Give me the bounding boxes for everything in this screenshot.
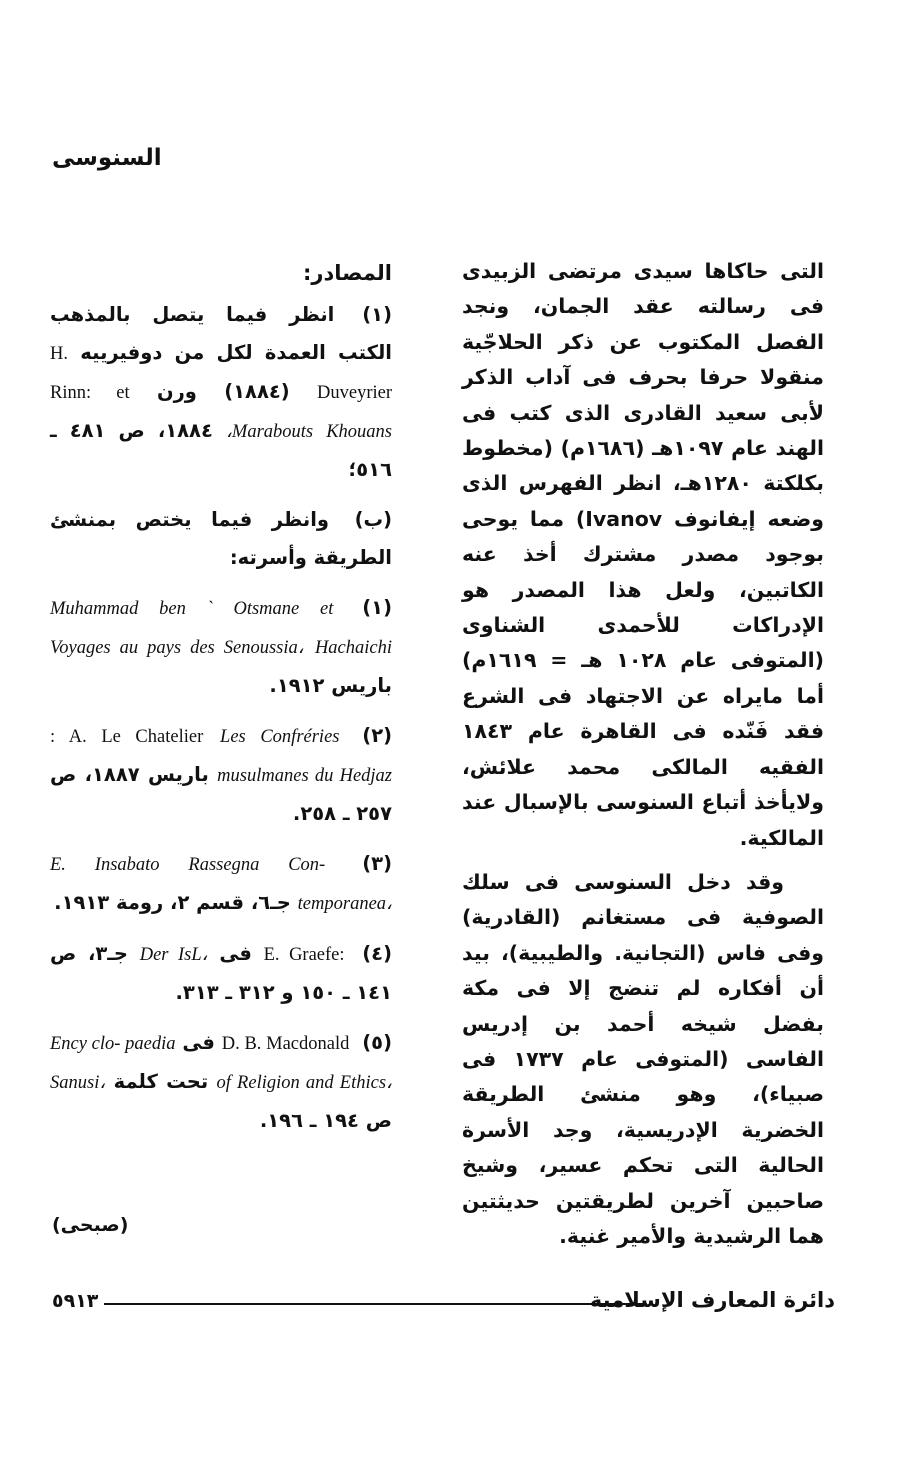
source-text: باريس ١٩١٢. (269, 674, 392, 697)
source-number: (١) (362, 303, 392, 326)
source-title: Les Confréries (220, 727, 340, 747)
source-number: (١) (362, 596, 392, 619)
source-text: وانظر فيما يختص بمنشئ الطريقة وأسرته: (50, 508, 392, 569)
footer-rule (104, 1303, 647, 1305)
source-item-1 (50, 296, 392, 489)
source-number: (ب) (354, 508, 392, 531)
source-text: ص ١٩٤ ـ ١٩٦. (259, 1109, 392, 1132)
source-text: تحت كلمة (113, 1070, 209, 1093)
source-item-b (50, 501, 392, 577)
source-number: (٣) (362, 852, 392, 875)
source-title: Khouans، (225, 422, 392, 442)
source-number: (٥) (362, 1031, 392, 1054)
source-item-b1 (50, 589, 392, 705)
running-head: السنوسى (52, 145, 162, 171)
source-item-b3 (50, 845, 392, 923)
source-text: انظر فيما يتصل بالمذهب الكتب العمدة لكل من دوفيرييه (50, 303, 392, 364)
sources-heading: المصادر: (302, 261, 392, 285)
source-text: باريس ١٨٨٧، ص ٢٥٧ ـ ٢٥٨. (50, 763, 392, 825)
main-text-column (462, 254, 824, 1254)
source-text: فى (182, 1031, 215, 1054)
source-item-b2 (50, 717, 392, 833)
source-number: (٤) (362, 942, 392, 965)
source-text: ١٨٨٤، ص ٤٨١ ـ ٥١٦؛ (50, 419, 392, 481)
source-title: Ency clo- paedia of Religion and Ethics، (50, 1034, 393, 1093)
source-item-b4 (50, 935, 392, 1012)
source-text: جـ٣، ص ١٤١ ـ ١٥٠ و ٣١٢ ـ ٣١٣. (50, 942, 392, 1004)
source-item-b5 (50, 1024, 392, 1140)
source-title: E. Insabato Rassegna Con- temporanea، (50, 855, 392, 914)
source-text: فى (219, 942, 252, 965)
source-title: Sanusi، (50, 1073, 106, 1093)
source-author: : A. Le Chatelier (50, 727, 204, 747)
source-author: D. B. Macdonald (221, 1034, 350, 1054)
page-footer (52, 1290, 835, 1320)
source-author: H. Duveyrier (50, 344, 392, 403)
sources-column (50, 254, 392, 1152)
source-author: Rinn: et (50, 383, 130, 403)
body-paragraph-2: وقد دخل السنوسى فى سلك الصوفية فى مستغانم (القادرية) وفى فاس (التجانية. والطيبية)، بيد أن أفكاره لم تنضج إلا فى مكة بفضل شيخه أحمد بن إدريس الفاسى (المتوفى عام ١٧٣٧ فى صبياء)، وهو منشئ الطريقة الخضرية الإدريسية، وجد الأسرة الحالية التى تحكم عسير، وشيخ صاحبين آخرين لطريقتين حديثتين هما الرشيدية والأمير غنية. (462, 869, 824, 1248)
source-text: (١٨٨٤) ورن (156, 380, 290, 403)
source-title: musulmanes du Hedjaz (217, 766, 392, 786)
body-paragraph-1: التى حاكاها سيدى مرتضى الزبيدى فى رسالته عقد الجمان، ونجد الفصل المكتوب عن ذكر الحلاجّية منقولا حرفا بحرف فى آداب الذكر لأبى سعيد القادرى الذى كتب فى الهند عام ١٠٩٧هـ (١٦٨٦م) (مخطوط بكلكتة ١٢٨٠هـ، انظر الفهرس الذى وضعه إيفانوف Ivanov) مما يوحى بوجود مصدر مشترك أخذ عنه الكاتبين، ولعل هذا المصدر هو الإدراكات للأحمدى الشناوى (المتوفى عام ١٠٢٨ هـ = ١٦١٩م) أما مايراه عن الاجتهاد فى الشرع فقد فَنّده فى القاهرة عام ١٨٤٣ الفقيه المالكى محمد علائش، ولايأخذ أتباع السنوسى بالإسبال عند المالكية. (462, 259, 824, 850)
source-title: Der IsL، (139, 945, 208, 965)
page-number: ٥٩١٣ (52, 1290, 99, 1312)
source-number: (٢) (362, 724, 393, 747)
source-author: Muhammad ben ` Otsmane et Hachaichi (50, 599, 392, 658)
source-author: E. Graefe: (263, 945, 345, 965)
source-text: جـ٦، قسم ٢، رومة ١٩١٣. (54, 891, 291, 914)
author-signature: (صبحى) (52, 1214, 129, 1236)
encyclopedia-title: دائرة المعارف الإسلامية (589, 1288, 835, 1312)
source-title: Voyages au pays des Senoussia، (50, 638, 304, 658)
source-title: Marabouts (231, 422, 314, 442)
